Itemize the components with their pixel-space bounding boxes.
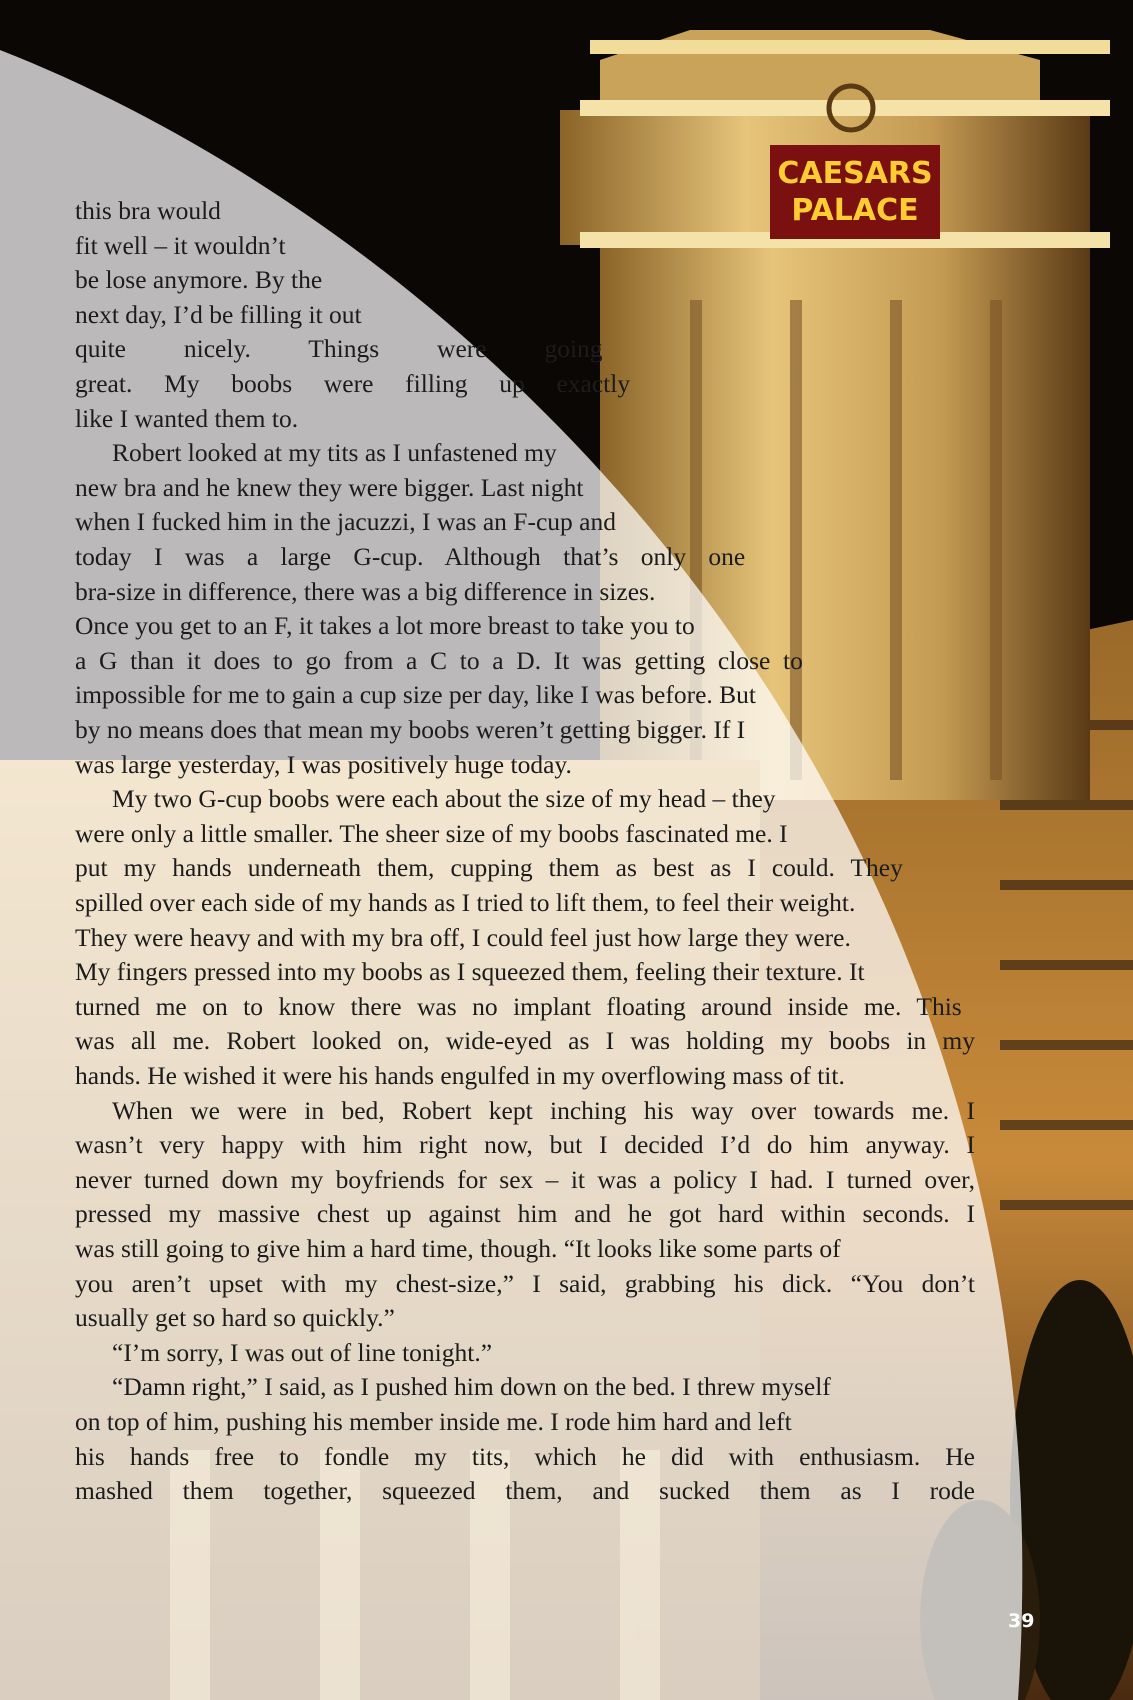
text-line: great. My boobs were filling up exactly — [75, 369, 631, 398]
text-line: on top of him, pushing his member inside me. I rode him hard and left — [75, 1407, 792, 1436]
text-line: were only a little smaller. The sheer size of my boobs fascinated me. I — [75, 818, 788, 848]
text-line: My fingers pressed into my boobs as I squeezed them, feeling their texture. It — [75, 957, 865, 987]
page-number: 39 — [1008, 1610, 1035, 1632]
text-line: his hands free to fondle my tits, which he did with enthusiasm. He — [75, 1441, 975, 1471]
text-line: My two G-cup boobs were each about the size of my head – they — [112, 784, 776, 814]
text-line: hands. He wished it were his hands engulfed in my overflowing mass of tit. — [75, 1061, 845, 1090]
text-line: bra-size in difference, there was a big difference in sizes. — [75, 576, 656, 606]
text-line: quite nicely. Things were going — [75, 334, 603, 364]
text-line: a G than it does to go from a C to a D. It was getting close to — [75, 645, 803, 675]
text-line: this bra would — [75, 196, 221, 225]
text-line: They were heavy and with my bra off, I could feel just how large they were. — [75, 922, 851, 952]
text-line: today I was a large G-cup. Although that’s only one — [75, 542, 746, 571]
text-line: pressed my massive chest up against him and he got hard within seconds. I — [75, 1199, 975, 1229]
text-line: usually get so hard so quickly.” — [75, 1303, 395, 1333]
text-line: mashed them together, squeezed them, and sucked them as I rode — [75, 1476, 975, 1506]
text-line: be lose anymore. By the — [75, 265, 323, 295]
sign-line-1: CAESARS — [777, 156, 933, 191]
text-line: never turned down my boyfriends for sex – it was a policy I had. I turned over, — [75, 1164, 975, 1194]
text-line: by no means does that mean my boobs weren’t getting bigger. If I — [75, 715, 746, 744]
text-line: was all me. Robert looked on, wide-eyed as I was holding my boobs in my — [75, 1026, 975, 1056]
text-line: Once you get to an F, it takes a lot more breast to take you to — [75, 611, 695, 641]
text-line: new bra and he knew they were bigger. Last night — [75, 472, 584, 502]
text-line: wasn’t very happy with him right now, but I decided I’d do him anyway. I — [75, 1130, 975, 1160]
text-line: put my hands underneath them, cupping them as best as I could. They — [75, 853, 903, 883]
text-line: was large yesterday, I was positively huge today. — [75, 749, 572, 779]
sign-line-2: PALACE — [791, 193, 919, 228]
text-line: “Damn right,” I said, as I pushed him down on the bed. I threw myself — [112, 1372, 831, 1402]
text-line: fit well – it wouldn’t — [75, 230, 286, 260]
text-line: turned me on to know there was no implant floating around inside me. This — [75, 991, 962, 1021]
text-line: like I wanted them to. — [75, 403, 299, 433]
text-line: spilled over each side of my hands as I tried to lift them, to feel their weight. — [75, 888, 856, 917]
text-line: When we were in bed, Robert kept inching his way over towards me. I — [112, 1095, 975, 1125]
text-line: next day, I’d be filling it out — [75, 299, 362, 329]
text-line: Robert looked at my tits as I unfastened my — [112, 438, 557, 468]
text-line: you aren’t upset with my chest-size,” I said, grabbing his dick. “You don’t — [75, 1268, 975, 1298]
text-line: “I’m sorry, I was out of line tonight.” — [112, 1337, 493, 1367]
text-line: impossible for me to gain a cup size per day, like I was before. But — [75, 680, 756, 710]
text-line: when I fucked him in the jacuzzi, I was an F-cup and — [75, 507, 616, 537]
text-line: was still going to give him a hard time, though. “It looks like some parts of — [75, 1234, 841, 1263]
